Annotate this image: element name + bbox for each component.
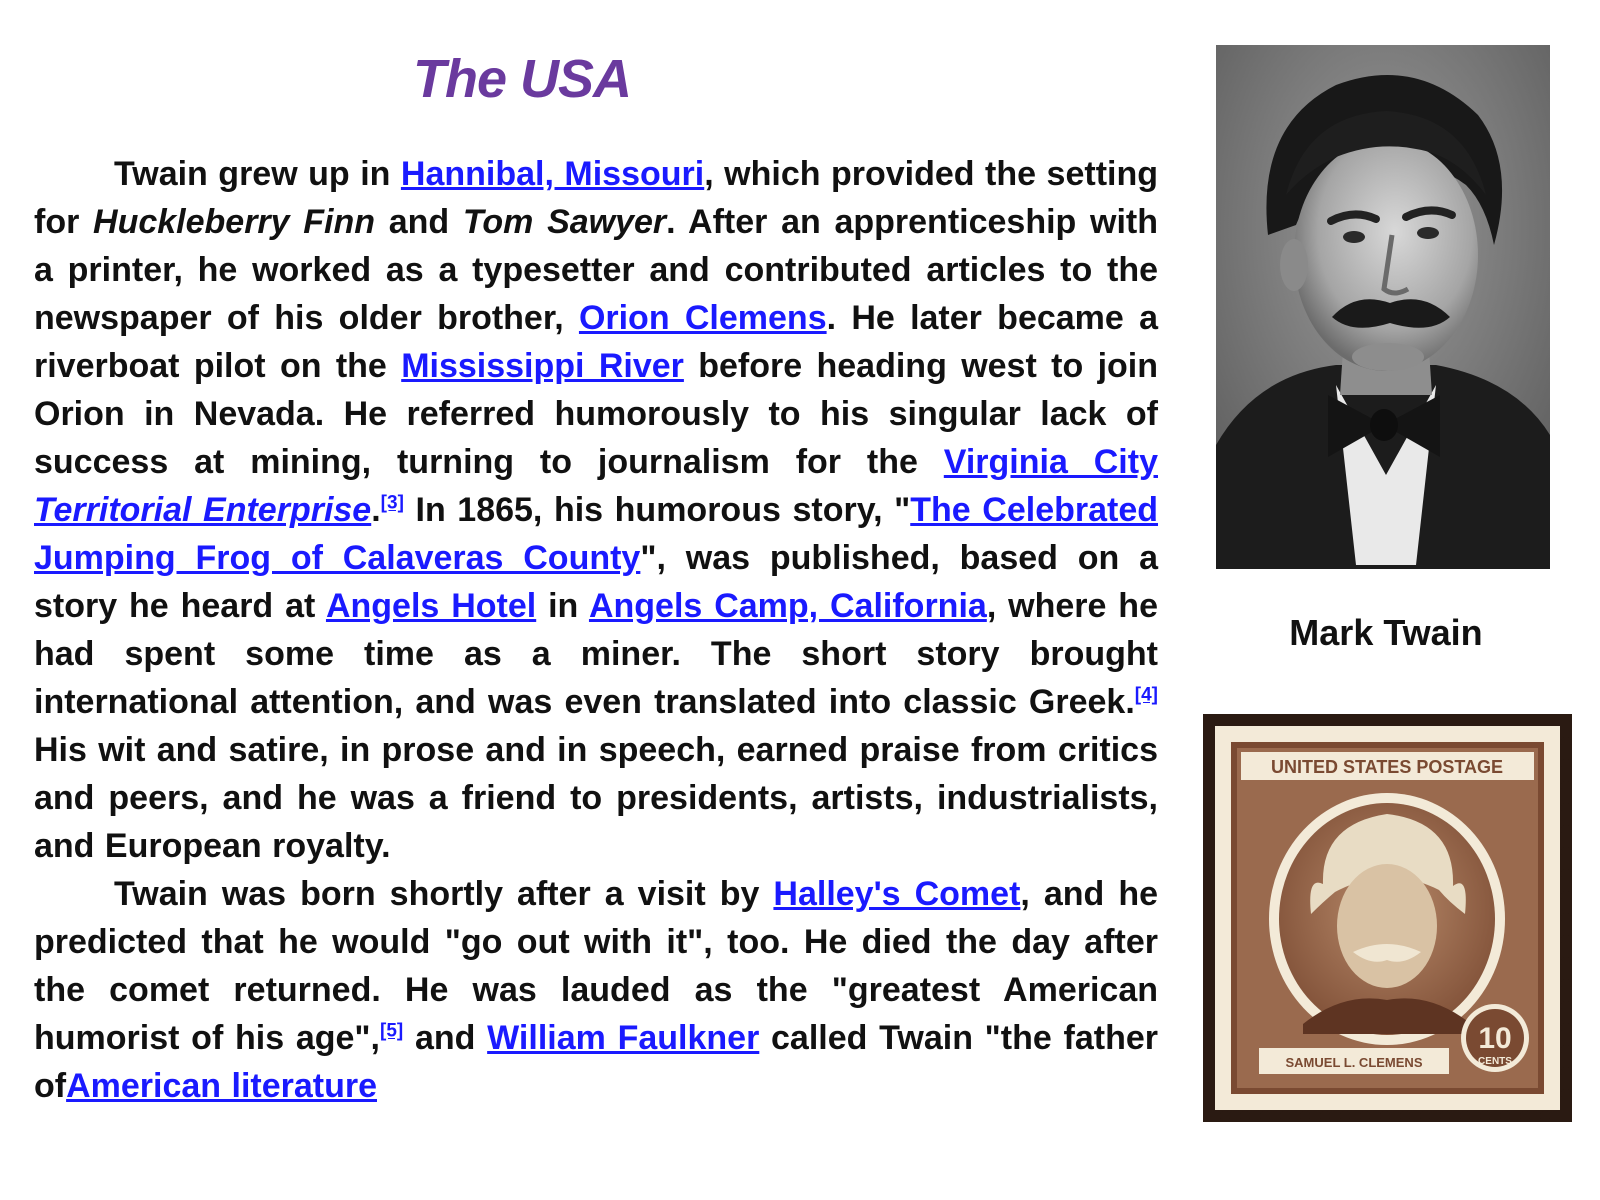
stamp-header: UNITED STATES POSTAGE (1270, 757, 1504, 777)
text: , which provided the setting for (34, 155, 1158, 241)
postage-stamp-image (1203, 714, 1572, 1122)
citation-4[interactable]: [4] (1134, 684, 1158, 706)
link-halleys-comet[interactable]: Halley's Comet (773, 875, 1021, 913)
text: Twain grew up in (114, 155, 401, 193)
text: In 1865, his humorous story, " (403, 491, 911, 529)
postage-stamp (1203, 714, 1572, 1122)
link-william-faulkner[interactable]: William Faulkner (487, 1019, 760, 1057)
text: called Twain "the father of (34, 1019, 1158, 1105)
paragraph-2 (34, 870, 1158, 1110)
text: before heading west to join Orion in Nevada. He referred humorously to his singular lack of success at mining, turning to journalism for the (34, 347, 1159, 481)
text: in (536, 587, 589, 625)
paragraph-1 (34, 150, 1158, 870)
text: . (371, 491, 381, 529)
link-american-literature[interactable]: American literature (66, 1067, 377, 1105)
stamp-name: SAMUEL L. CLEMENS (1285, 1055, 1423, 1070)
link-orion-clemens[interactable]: Orion Clemens (578, 299, 827, 337)
link-angels-hotel[interactable]: Angels Hotel (325, 587, 537, 625)
text: , and he predicted that he would "go out with it", too. He died the day after the comet returned. He was lauded as the "greatest American humorist of his age", (34, 875, 1159, 1057)
citation-5[interactable]: [5] (380, 1020, 404, 1042)
stamp-unit: CENTS (1478, 1056, 1512, 1067)
text: ", was published, based on a story he heard at (34, 539, 1158, 625)
text: . After an apprenticeship with a printer, he worked as a typesetter and contributed articles to the newspaper of his older brother, (34, 203, 1158, 337)
text: . He later became a riverboat pilot on the (34, 299, 1158, 385)
text: , where he had spent some time as a miner. The short story brought international attention, and was even translated into classic Greek. (34, 587, 1158, 721)
text: and (403, 1019, 488, 1057)
mark-twain-portrait (1216, 45, 1550, 569)
text: Twain was born shortly after a visit by (114, 875, 774, 913)
link-hannibal-missouri[interactable]: Hannibal, Missouri (400, 155, 705, 193)
portrait-image (1216, 45, 1550, 569)
link-angels-camp[interactable]: Angels Camp, California (588, 587, 987, 625)
stamp-value: 10 (1478, 1022, 1512, 1055)
portrait-caption: Mark Twain (1289, 612, 1483, 653)
text: His wit and satire, in prose and in speech, earned praise from critics and peers, and he was a friend to presidents, artists, industrialists, and European royalty. (34, 731, 1158, 865)
article-body (34, 150, 1158, 1110)
book-title-huckleberry-finn: Huckleberry Finn (93, 203, 376, 241)
slide-title: The USA (413, 49, 632, 109)
citation-3[interactable]: [3] (380, 492, 404, 514)
link-jumping-frog[interactable]: The Celebrated Jumping Frog of Calaveras County (34, 491, 1159, 577)
link-mississippi-river[interactable]: Mississippi River (401, 347, 684, 385)
link-territorial-enterprise[interactable]: Territorial Enterprise (34, 491, 372, 529)
text: and (375, 203, 463, 241)
book-title-tom-sawyer: Tom Sawyer (462, 203, 667, 241)
link-virginia-city[interactable]: Virginia City (943, 443, 1158, 481)
